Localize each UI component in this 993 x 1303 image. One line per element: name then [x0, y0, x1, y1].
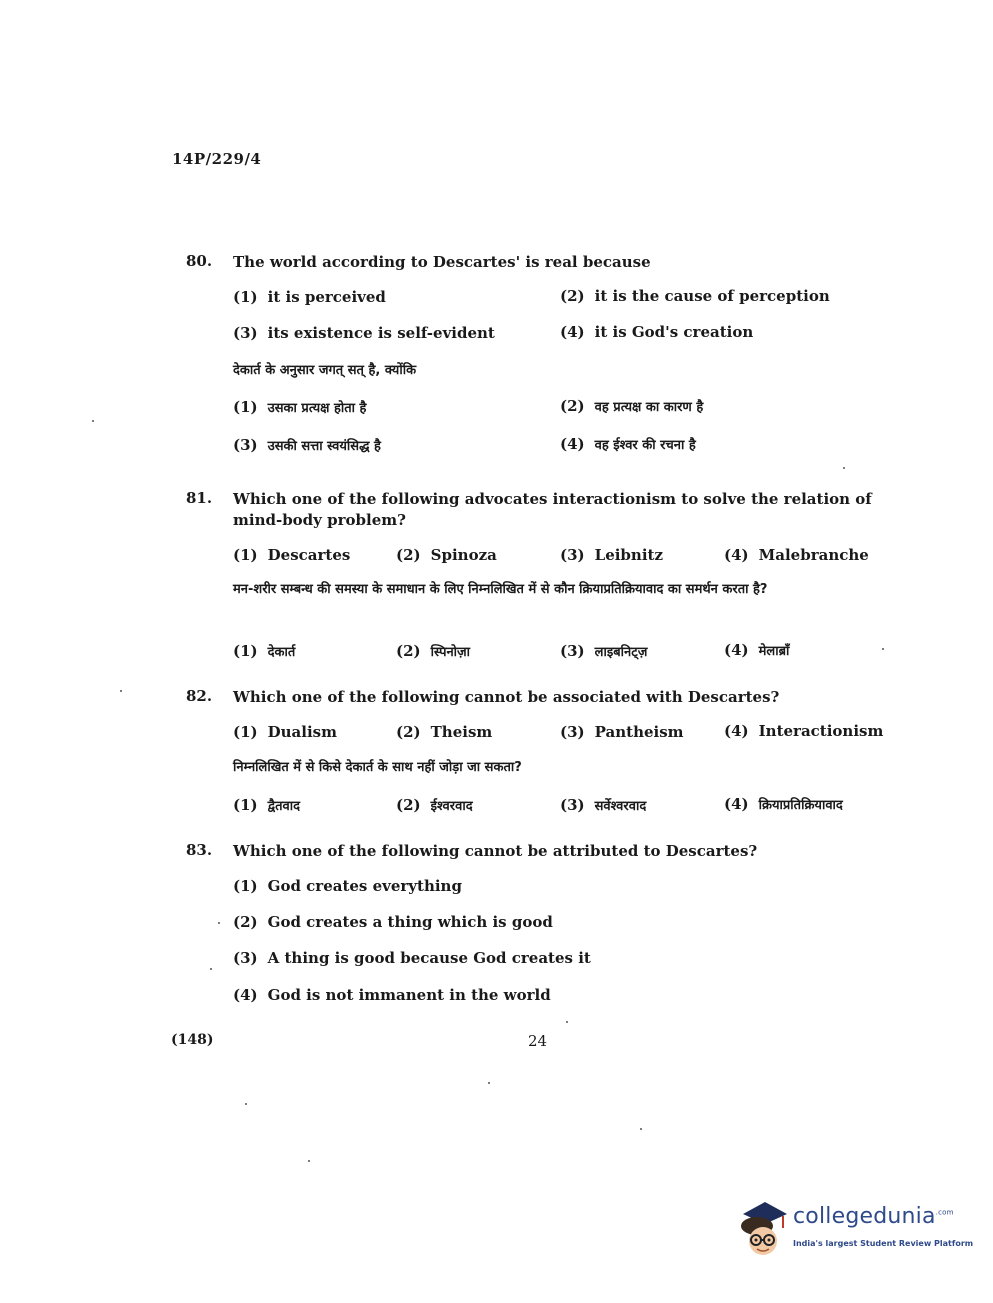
option-2: (2) Spinoza [396, 546, 497, 564]
question-text: Which one of the following advocates interactionism to solve the relation of mind-body problem? [233, 490, 872, 529]
question-text-hindi: मन-शरीर सम्बन्ध की समस्या के समाधान के लिए निम्नलिखित में से कौन क्रियाप्रतिक्रियावाद का समर्थन करता है? [233, 582, 768, 597]
question-text: Which one of the following cannot be attributed to Descartes? [233, 842, 758, 860]
hindi-option-1: (1) उसका प्रत्यक्ष होता है [233, 398, 367, 416]
option-4: (4) Interactionism [724, 722, 884, 740]
option-3: (3) Pantheism [560, 723, 684, 741]
hindi-option-3: (3) उसकी सत्ता स्वयंसिद्ध है [233, 436, 381, 454]
question-text: The world according to Descartes' is real because [233, 253, 651, 271]
option-2: (2) it is the cause of perception [560, 287, 830, 305]
question-number: 82. [186, 687, 213, 705]
scan-speck [245, 1103, 247, 1105]
question-number: 81. [186, 489, 213, 507]
hindi-option-4: (4) मेलाब्रॉं [724, 641, 790, 659]
option-1: (1) Dualism [233, 723, 337, 741]
scan-speck [92, 420, 94, 422]
hindi-option-1: (1) द्वैतवाद [233, 796, 301, 814]
paper-code: 14P/229/4 [172, 150, 262, 168]
question-number: 80. [186, 252, 213, 270]
question-text-hindi: देकार्त के अनुसार जगत् सत् है, क्योंकि [233, 363, 417, 378]
hindi-option-4: (4) वह ईश्वर की रचना है [560, 435, 696, 453]
option-3: (3) A thing is good because God creates it [233, 949, 591, 967]
hindi-option-2: (2) वह प्रत्यक्ष का कारण है [560, 397, 704, 415]
hindi-option-3: (3) सर्वेश्वरवाद [560, 796, 647, 814]
question-text-hindi: निम्नलिखित में से किसे देकार्त के साथ नहीं जोड़ा जा सकता? [233, 760, 522, 775]
scan-speck [566, 1021, 568, 1023]
scan-speck [640, 1128, 642, 1130]
scan-speck [120, 690, 122, 692]
scan-speck [218, 922, 220, 924]
question-number: 83. [186, 841, 213, 859]
question-text: Which one of the following cannot be associated with Descartes? [233, 688, 780, 706]
scan-speck [308, 1160, 310, 1162]
option-4: (4) it is God's creation [560, 323, 754, 341]
option-4: (4) Malebranche [724, 546, 869, 564]
option-4: (4) God is not immanent in the world [233, 986, 551, 1004]
option-2: (2) Theism [396, 723, 493, 741]
option-1: (1) Descartes [233, 546, 351, 564]
scan-speck [843, 467, 845, 469]
page-number: 24 [528, 1032, 548, 1050]
hindi-option-4: (4) क्रियाप्रतिक्रियावाद [724, 795, 843, 813]
footer-code: (148) [171, 1032, 214, 1048]
option-2: (2) God creates a thing which is good [233, 913, 553, 931]
collegedunia-logo [735, 1196, 974, 1266]
option-3: (3) Leibnitz [560, 546, 663, 564]
logo-tagline: India's largest Student Review Platform [793, 1239, 974, 1248]
option-1: (1) it is perceived [233, 288, 386, 306]
scan-speck [882, 648, 884, 650]
scan-speck [488, 1082, 490, 1084]
option-3: (3) its existence is self-evident [233, 324, 495, 342]
option-1: (1) God creates everything [233, 877, 462, 895]
hindi-option-1: (1) देकार्त [233, 642, 296, 660]
scan-speck [210, 968, 212, 970]
mascot-icon [735, 1196, 791, 1262]
hindi-option-2: (2) ईश्वरवाद [396, 796, 473, 814]
hindi-option-2: (2) स्पिनोज़ा [396, 642, 471, 660]
hindi-option-3: (3) लाइबनिट्ज़ [560, 642, 648, 660]
logo-wordmark: collegedunia$^{.com}$ [793, 1204, 954, 1229]
